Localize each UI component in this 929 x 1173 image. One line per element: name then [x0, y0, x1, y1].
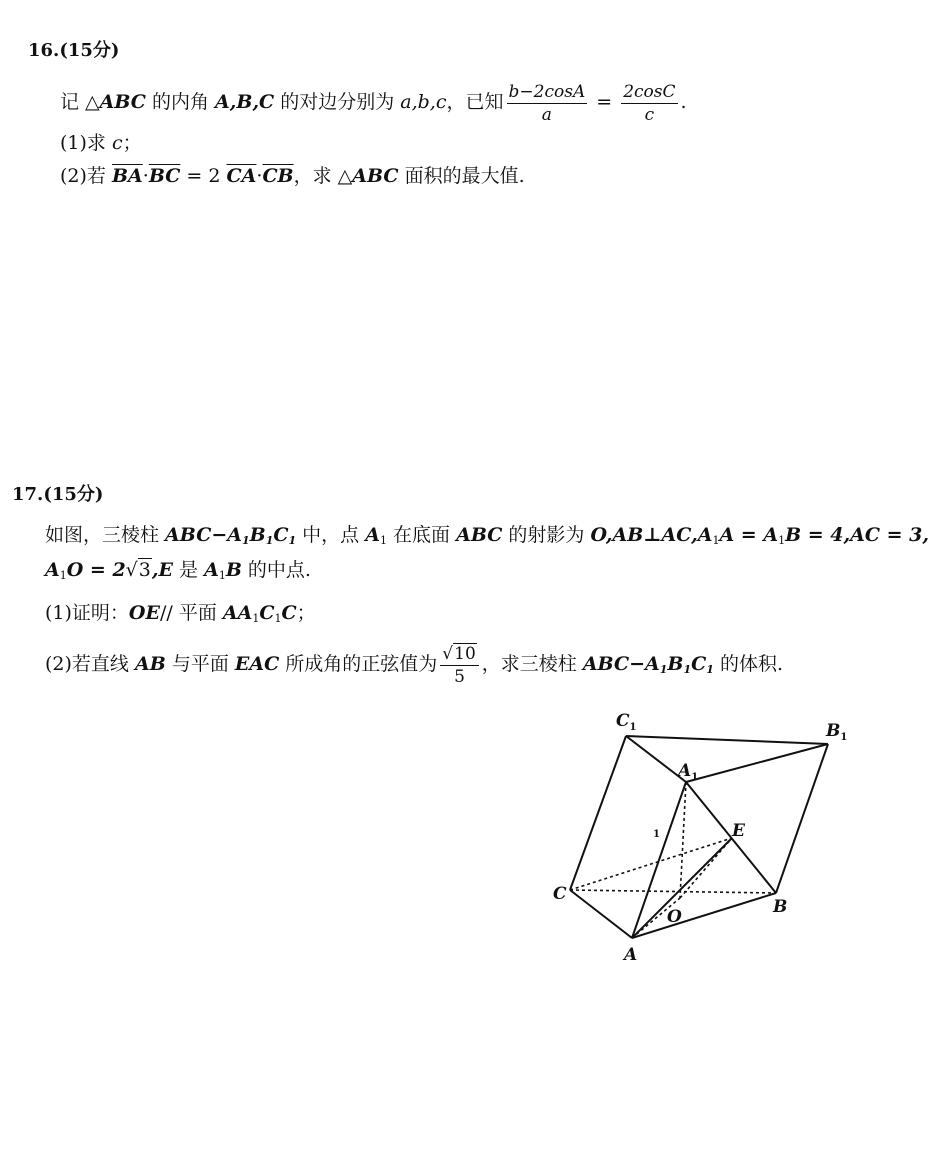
q17-p2-frac-numerator: √10: [440, 643, 478, 666]
q17-p2-end: 的体积.: [713, 653, 783, 675]
q17-p2-frac-radicand: 10: [454, 643, 476, 664]
label-b1-sub: 1: [840, 732, 848, 743]
label-b1-letter: B: [826, 721, 841, 741]
label-c1-sub: 1: [629, 722, 637, 733]
label-o: O: [667, 907, 682, 927]
label-b1: [825, 721, 847, 743]
q16-stem: [60, 80, 687, 126]
q16-stem-mid3: ，已知: [446, 91, 504, 113]
q17-l2-a: A: [45, 559, 60, 581]
q17-l2-g: 的中点.: [241, 559, 311, 581]
q17-l2-f: B: [225, 559, 242, 581]
q16-stem-abc: ABC: [99, 91, 146, 113]
q17-p1-c: C: [281, 602, 297, 624]
q17-p2-eac: EAC: [234, 653, 280, 675]
q16-stem-end: .: [680, 91, 687, 113]
q17-l1-cond: O,AB⊥AC,A: [590, 524, 713, 546]
q17-l1-h: B = 4,AC = 3,: [785, 524, 929, 546]
q16-part2-end: ，求 △: [293, 165, 353, 187]
q16-stem-prefix: 记 △: [60, 91, 100, 113]
q17-l2-b: O = 2: [66, 559, 126, 581]
q16-stem-mid1: 的内角: [145, 91, 216, 113]
label-c1-letter: C: [616, 711, 630, 731]
q17-sqrt-3-radicand: 3: [138, 559, 151, 581]
q17-l1-e: 在底面: [386, 524, 457, 546]
q16-frac2-numerator: 2cosC: [623, 81, 676, 102]
q17-sqrt-3: √3: [125, 559, 151, 581]
q16-fraction-1: [507, 81, 588, 126]
q16-fraction-2: [621, 81, 677, 126]
q17-sub: 1: [659, 663, 668, 676]
q17-l1-prism-c: C: [273, 524, 289, 546]
q17-p2-label: (2)若直线: [45, 653, 135, 675]
q17-sub: 1: [274, 612, 282, 625]
q16-part2-abc: ABC: [352, 165, 399, 187]
q16-header: 16.(15分): [28, 40, 120, 61]
q16-frac1-denominator: a: [541, 104, 552, 125]
q16-vector-ba: $\overline{BA}$: [111, 165, 143, 187]
label-a1-sub: 1: [691, 772, 699, 783]
q17-sub: 1: [712, 534, 720, 547]
q17-header: 17.(15分): [12, 484, 104, 505]
q17-p2-frac-denominator: 5: [454, 666, 465, 687]
q16-part2-tail: 面积的最大值.: [398, 165, 525, 187]
figure-labels: [553, 711, 847, 965]
q16-vector-ca: $\overline{CA}$: [226, 165, 257, 187]
q17-p2-prism-b: B: [667, 653, 684, 675]
edge-b1-b: [776, 744, 828, 893]
q17-p1-end: ；: [296, 602, 316, 624]
q17-l1-d: 中，点: [296, 524, 366, 546]
q17-l2-d: 是: [172, 559, 205, 581]
edge-c-a: [570, 890, 632, 938]
q17-l1-a: 如图，三棱柱: [45, 524, 166, 546]
q16-dot-1: ·: [142, 165, 149, 187]
q17-line1: [45, 522, 929, 548]
q17-p1-c1: C: [259, 602, 275, 624]
q17-sub: 1: [379, 534, 387, 547]
q17-l1-abc: ABC: [456, 524, 503, 546]
q16-dot-2: ·: [256, 165, 263, 187]
prism-figure: [540, 700, 860, 970]
label-c1: [616, 711, 637, 733]
q16-frac2-denominator: c: [644, 104, 655, 125]
q17-line2: [45, 557, 311, 583]
q17-sub: 1: [683, 663, 692, 676]
edge-c1-c: [570, 736, 626, 890]
figure-solid-edges: [570, 736, 828, 938]
q17-p2-c: ，求三棱柱: [481, 653, 583, 675]
q16-vector-cb: $\overline{CB}$: [262, 165, 294, 187]
q16-stem-angles: A,B,C: [215, 91, 275, 113]
q17-l1-f: 的射影为: [502, 524, 591, 546]
q17-p2-prism: [583, 653, 714, 675]
edge-c-b-dashed: [570, 890, 776, 893]
q17-l1-point-a1: A: [365, 524, 380, 546]
q17-p2-a: 与平面: [165, 653, 235, 675]
q16-part2-label: (2)若: [60, 165, 112, 187]
q17-sub: 1: [59, 569, 67, 582]
q17-p1-aa: AA: [222, 602, 253, 624]
q17-p2-prism-c: C: [691, 653, 707, 675]
q17-p2-prism-a: ABC−A: [582, 653, 660, 675]
label-a1-letter: A: [678, 761, 692, 781]
q17-p2-fraction: [440, 643, 478, 688]
q16-part1-end: ；: [122, 132, 142, 154]
label-e: E: [732, 821, 745, 841]
edge-a1-b1: [686, 744, 828, 782]
q16-equals: =: [590, 91, 619, 113]
q17-l1-g: A = A: [719, 524, 779, 546]
q17-sub: 1: [265, 534, 274, 547]
q17-p1-oe: OE: [128, 602, 160, 624]
q17-l1-prism-a: ABC−A: [165, 524, 242, 546]
q17-p2-ab: AB: [134, 653, 166, 675]
label-a: A: [624, 945, 638, 965]
q17-sub: 1: [288, 534, 297, 547]
edge-c1-a1: [626, 736, 686, 782]
edge-o-e-dashed: [680, 838, 732, 898]
q17-sub: 1: [218, 569, 226, 582]
q17-sub: 1: [252, 612, 260, 625]
edge-c1-b1: [626, 736, 828, 744]
q17-p2-b: 所成角的正弦值为: [279, 653, 438, 675]
q16-stem-mid2: 的对边分别为: [274, 91, 401, 113]
q16-part1: [60, 130, 142, 156]
q16-part1-var: c: [111, 132, 123, 154]
figure-tick-mark: 1: [653, 829, 660, 840]
q17-l1-prism-b: B: [249, 524, 266, 546]
q17-l1-prism: [165, 524, 296, 546]
label-a1: [676, 761, 698, 783]
q17-p1-parallel: //: [159, 602, 173, 624]
q17-p1-plane: 平面: [172, 602, 223, 624]
q17-sub: 1: [778, 534, 786, 547]
q16-part2-eq: = 2: [180, 165, 227, 187]
q16-stem-sides: a,b,c: [400, 91, 447, 113]
q17-sub: 1: [241, 534, 250, 547]
q17-l2-c: ,E: [151, 559, 173, 581]
q16-part1-label: (1)求: [60, 132, 112, 154]
q16-frac1-numerator: b−2cosA: [508, 81, 586, 102]
q16-vector-bc: $\overline{BC}$: [148, 165, 181, 187]
q17-sub: 1: [706, 663, 714, 676]
q17-part1: [45, 600, 316, 626]
q17-l2-e: A: [204, 559, 219, 581]
q16-part2: [60, 163, 525, 189]
q17-part2: [45, 640, 783, 688]
label-b: B: [773, 897, 788, 917]
label-c: C: [553, 884, 567, 904]
q17-p1-label: (1)证明：: [45, 602, 129, 624]
